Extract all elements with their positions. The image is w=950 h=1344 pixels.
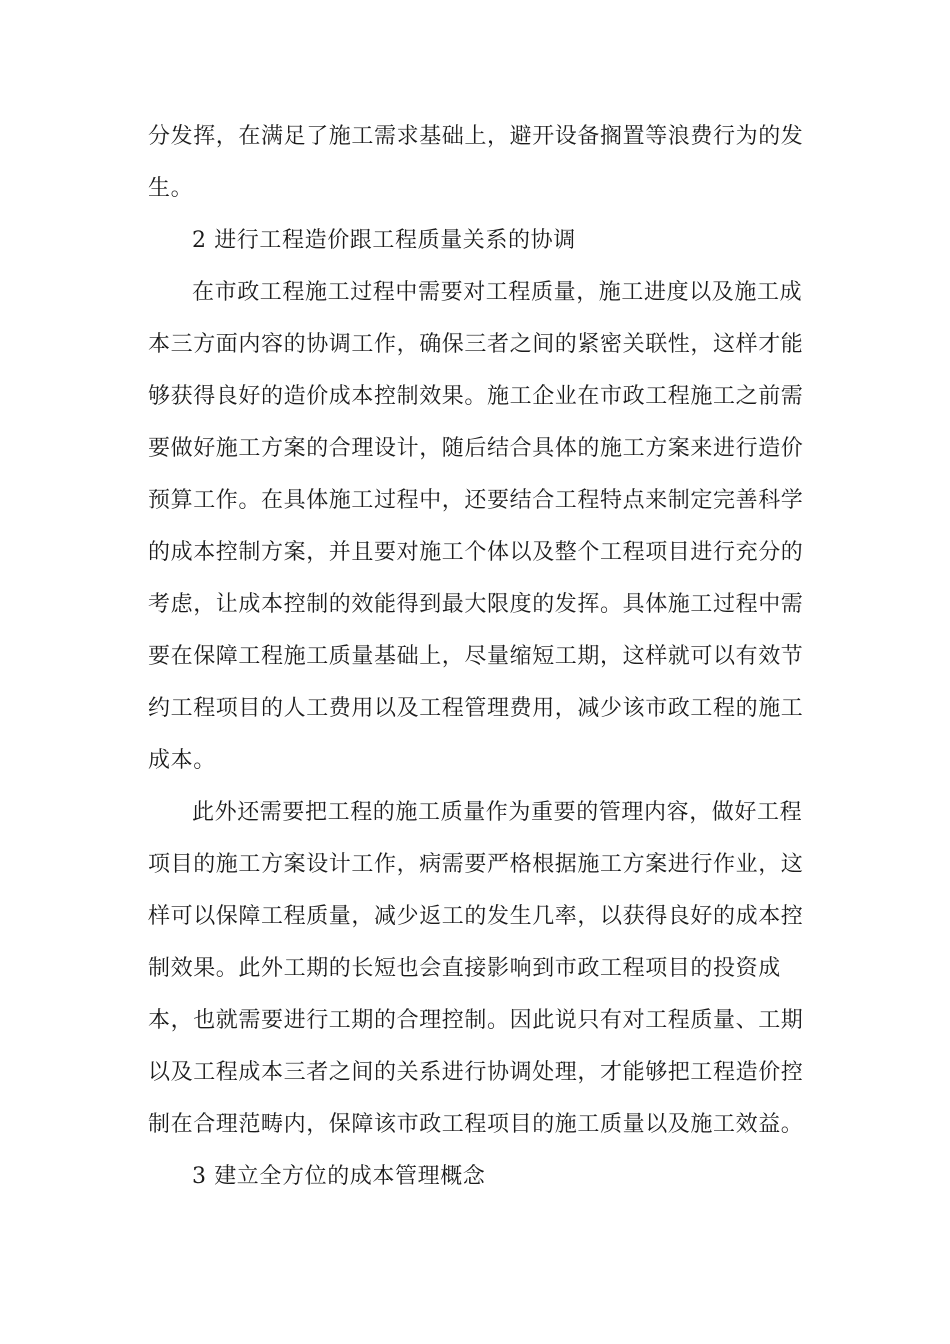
text-line: 样可以保障工程质量，减少返工的发生几率，以获得良好的成本控 [148, 904, 804, 929]
text-line: 考虑，让成本控制的效能得到最大限度的发挥。具体施工过程中需 [148, 592, 804, 617]
text-line: 要在保障工程施工质量基础上，尽量缩短工期，这样就可以有效节 [148, 644, 804, 669]
text-line: 分发挥，在满足了施工需求基础上，避开设备搁置等浪费行为的发 [148, 124, 804, 149]
text-line: 要做好施工方案的合理设计，随后结合具体的施工方案来进行造价 [148, 436, 804, 461]
text-line: 成本。 [148, 748, 216, 773]
text-line: 预算工作。在具体施工过程中，还要结合工程特点来制定完善科学 [148, 488, 804, 513]
text-line: 此外还需要把工程的施工质量作为重要的管理内容，做好工程 [192, 800, 803, 825]
text-line: 生。 [148, 176, 194, 201]
text-line: 约工程项目的人工费用以及工程管理费用，减少该市政工程的施工 [148, 696, 804, 721]
text-line: 制在合理范畴内，保障该市政工程项目的施工质量以及施工效益。 [148, 1112, 804, 1137]
text-line: 制效果。此外工期的长短也会直接影响到市政工程项目的投资成 [148, 956, 781, 981]
text-line: 本，也就需要进行工期的合理控制。因此说只有对工程质量、工期 [148, 1008, 804, 1033]
text-line: 项目的施工方案设计工作，病需要严格根据施工方案进行作业，这 [148, 852, 804, 877]
text-line: 在市政工程施工过程中需要对工程质量，施工进度以及施工成 [192, 280, 803, 305]
text-line: 够获得良好的造价成本控制效果。施工企业在市政工程施工之前需 [148, 384, 804, 409]
text-line: 以及工程成本三者之间的关系进行协调处理，才能够把工程造价控 [148, 1060, 804, 1085]
text-line: 本三方面内容的协调工作，确保三者之间的紧密关联性，这样才能 [148, 332, 804, 357]
section-heading: 3 建立全方位的成本管理概念 [192, 1164, 486, 1189]
section-heading: 2 进行工程造价跟工程质量关系的协调 [192, 228, 576, 253]
text-line: 的成本控制方案，并且要对施工个体以及整个工程项目进行充分的 [148, 540, 804, 565]
